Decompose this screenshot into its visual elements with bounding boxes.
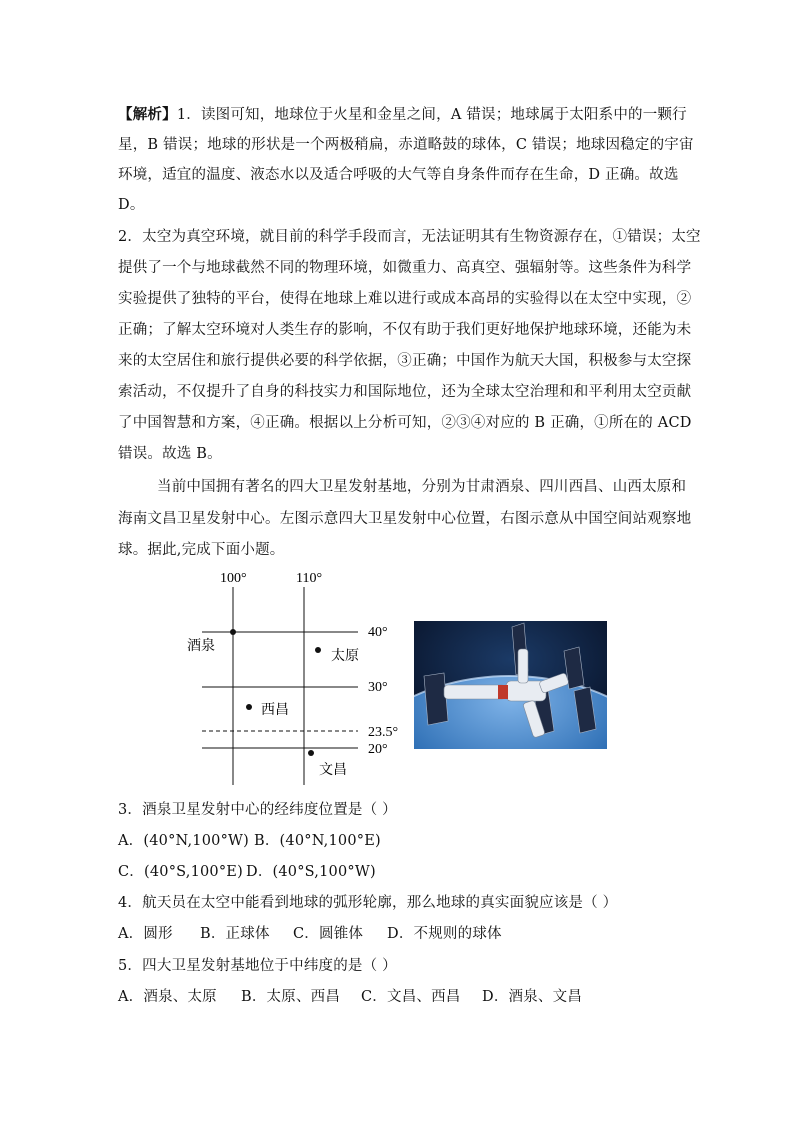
site-dot-taiyuan: [315, 647, 321, 653]
analysis-line-5: 2．太空为真空环境，就目前的科学手段而言，无法证明其有生物资源存在，①错误；太空: [118, 229, 701, 245]
site-dot-xichang: [246, 704, 252, 710]
site-label-wenchang: 文昌: [319, 763, 347, 778]
q3-option-d[interactable]: D．(40°S,100°W): [246, 864, 376, 880]
site-label-jiuquan: 酒泉: [187, 639, 215, 654]
analysis-line-1: 【解析】1．读图可知，地球位于火星和金星之间，A 错误；地球属于太阳系中的一颗行: [118, 106, 687, 123]
site-dot-wenchang: [308, 750, 314, 756]
analysis-line-11: 了中国智慧和方案，④正确。根据以上分析可知，②③④对应的 B 正确，①所在的 ACD: [118, 415, 692, 431]
q5-option-b[interactable]: B．太原、西昌: [241, 989, 341, 1005]
question-5-stem: 5．四大卫星发射基地位于中纬度的是（ ）: [118, 958, 397, 974]
q3-option-c[interactable]: C．(40°S,100°E): [118, 864, 243, 880]
analysis-line-6: 提供了一个与地球截然不同的物理环境，如微重力、高真空、强辐射等。这些条件为科学: [118, 260, 692, 276]
q5-option-a[interactable]: A．酒泉、太原: [118, 989, 217, 1005]
intro-line-2: 海南文昌卫星发射中心。左图示意四大卫星发射中心位置，右图示意从中国空间站观察地: [118, 511, 692, 527]
q3-option-a[interactable]: A．(40°N,100°W): [118, 833, 249, 849]
intro-line-1: 当前中国拥有著名的四大卫星发射基地，分别为甘肃酒泉、四川西昌、山西太原和: [157, 479, 687, 495]
lon-label-100: 100°: [220, 571, 247, 586]
q4-option-d[interactable]: D．不规则的球体: [387, 926, 502, 942]
lon-label-110: 110°: [296, 571, 323, 586]
q4-option-a[interactable]: A．圆形: [118, 926, 173, 942]
q3-option-b[interactable]: B．(40°N,100°E): [254, 833, 381, 849]
location-map: [180, 565, 400, 785]
q5-option-c[interactable]: C．文昌、西昌: [361, 989, 461, 1005]
intro-line-3: 球。据此,完成下面小题。: [118, 542, 285, 558]
analysis-line-2: 星，B 错误；地球的形状是一个两极稍扁，赤道略鼓的球体，C 错误；地球因稳定的宇宙: [118, 137, 694, 153]
site-label-xichang: 西昌: [261, 703, 289, 718]
q4-option-b[interactable]: B．正球体: [200, 926, 270, 942]
site-dot-jiuquan: [230, 629, 236, 635]
lat-label-23-5: 23.5°: [368, 725, 399, 740]
question-4-options-row: [118, 924, 502, 944]
space-station-photo: [414, 621, 607, 749]
analysis-line-9: 来的太空居住和旅行提供必要的科学依据，③正确；中国作为航天大国，积极参与太空探: [118, 353, 692, 369]
q5-option-d[interactable]: D．酒泉、文昌: [482, 989, 583, 1005]
lat-label-30: 30°: [368, 680, 388, 695]
analysis-line-3: 环境，适宜的温度、液态水以及适合呼吸的大气等自身条件而存在生命，D 正确。故选: [118, 167, 679, 183]
analysis-line-8: 正确；了解太空环境对人类生存的影响，不仅有助于我们更好地保护地球环境，还能为未: [118, 322, 692, 338]
question-3-options-row-1: [118, 831, 381, 851]
analysis-line-4: D。: [118, 197, 145, 213]
question-3-stem: 3．酒泉卫星发射中心的经纬度位置是（ ）: [118, 802, 397, 818]
question-5-options-row: [118, 987, 582, 1007]
lat-label-40: 40°: [368, 625, 388, 640]
analysis-tag: 【解析】: [118, 106, 177, 123]
site-label-taiyuan: 太原: [331, 649, 359, 664]
q4-option-c[interactable]: C．圆锥体: [293, 926, 364, 942]
analysis-line-10: 索活动，不仅提升了自身的科技实力和国际地位，还为全球太空治理和和平利用太空贡献: [118, 384, 692, 400]
analysis-line-12: 错误。故选 B。: [118, 446, 222, 462]
lat-label-20: 20°: [368, 742, 388, 757]
analysis-line-7: 实验提供了独特的平台，使得在地球上难以进行或成本高昂的实验得以在太空中实现，②: [118, 291, 692, 307]
question-4-stem: 4．航天员在太空中能看到地球的弧形轮廓，那么地球的真实面貌应该是（ ）: [118, 895, 618, 911]
question-3-options-row-2: [118, 862, 376, 882]
